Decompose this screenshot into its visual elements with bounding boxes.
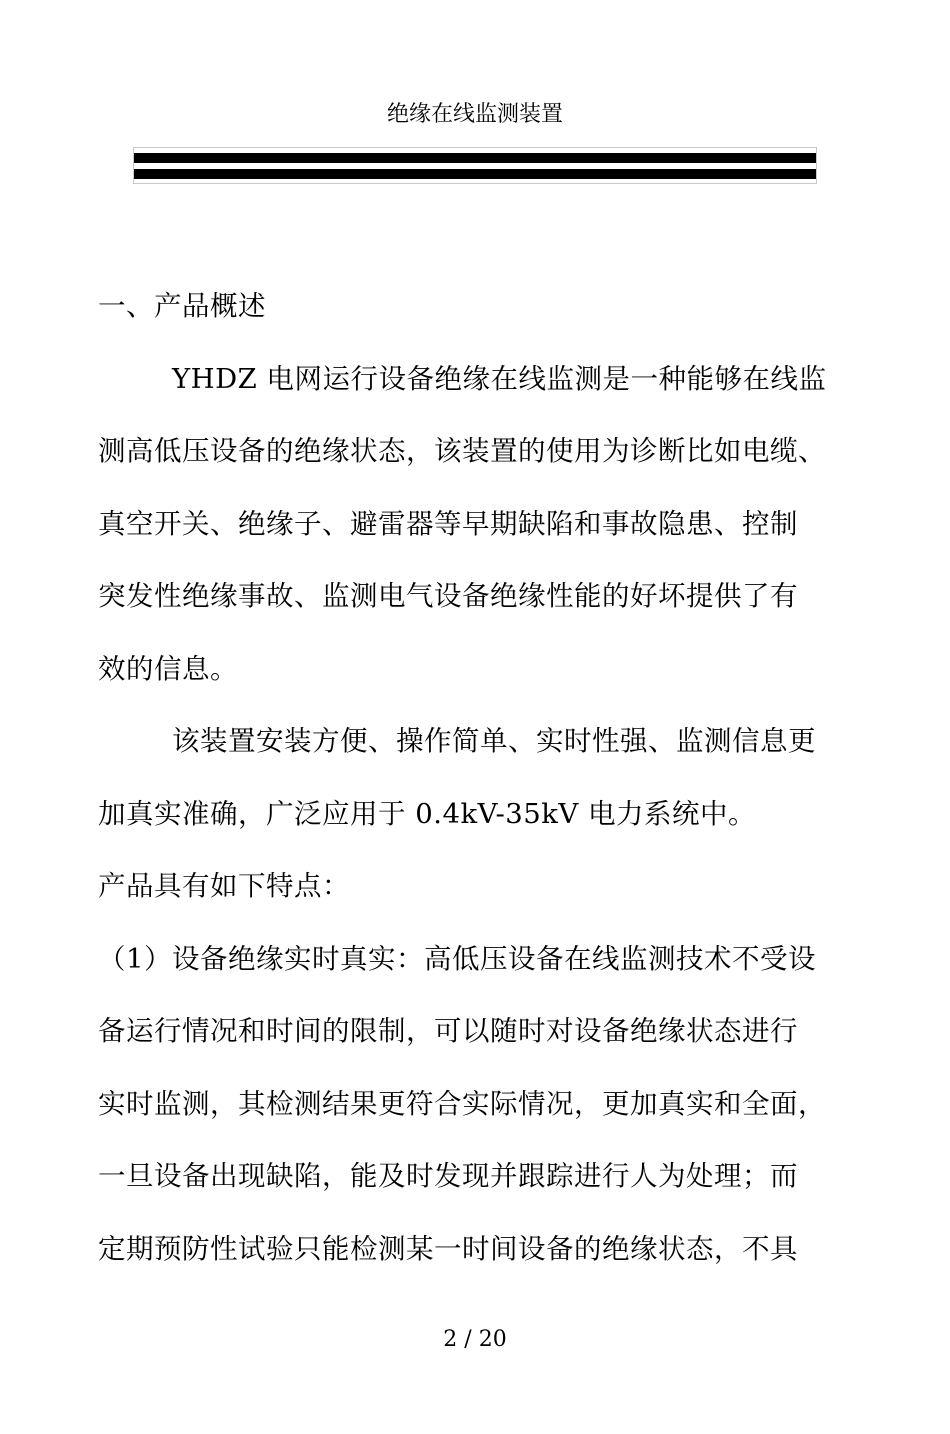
page-header-title: 绝缘在线监测装置: [386, 102, 563, 127]
document-body: [98, 270, 858, 1285]
paragraph-line: 测高低压设备的绝缘状态，该装置的使用为诊断比如电缆、: [98, 435, 826, 467]
paragraph-line: 产品具有如下特点：: [98, 870, 350, 902]
list-item-line: 备运行情况和时间的限制，可以随时对设备绝缘状态进行: [98, 1015, 798, 1047]
header-double-rule: [133, 147, 817, 184]
header-rule-bar-bottom: [134, 169, 816, 179]
paragraph-line: 加真实准确，广泛应用于 0.4kV-35kV 电力系统中。: [98, 797, 757, 830]
page-number: 2 / 20: [443, 1327, 507, 1352]
paragraph-line: 效的信息。: [98, 652, 238, 685]
list-item-line: 实时监测，其检测结果更符合实际情况，更加真实和全面，: [98, 1087, 826, 1120]
paragraph-line: 真空开关、绝缘子、避雷器等早期缺陷和事故隐患、控制: [98, 507, 798, 540]
paragraph-line: 该装置安装方便、操作简单、实时性强、监测信息更: [172, 725, 816, 757]
paragraph-line: 突发性绝缘事故、监测电气设备绝缘性能的好坏提供了有: [98, 580, 798, 612]
paragraph-line: YHDZ 电网运行设备绝缘在线监测是一种能够在线监: [172, 362, 827, 395]
list-item-line: 一旦设备出现缺陷，能及时发现并跟踪进行人为处理；而: [98, 1160, 798, 1192]
list-item-line: 定期预防性试验只能检测某一时间设备的绝缘状态，不具: [98, 1232, 798, 1265]
section-heading: 一、产品概述: [98, 290, 266, 322]
list-item-line: （1）设备绝缘实时真实：高低压设备在线监测技术不受设: [98, 942, 816, 975]
header-rule-bar-top: [134, 153, 816, 163]
